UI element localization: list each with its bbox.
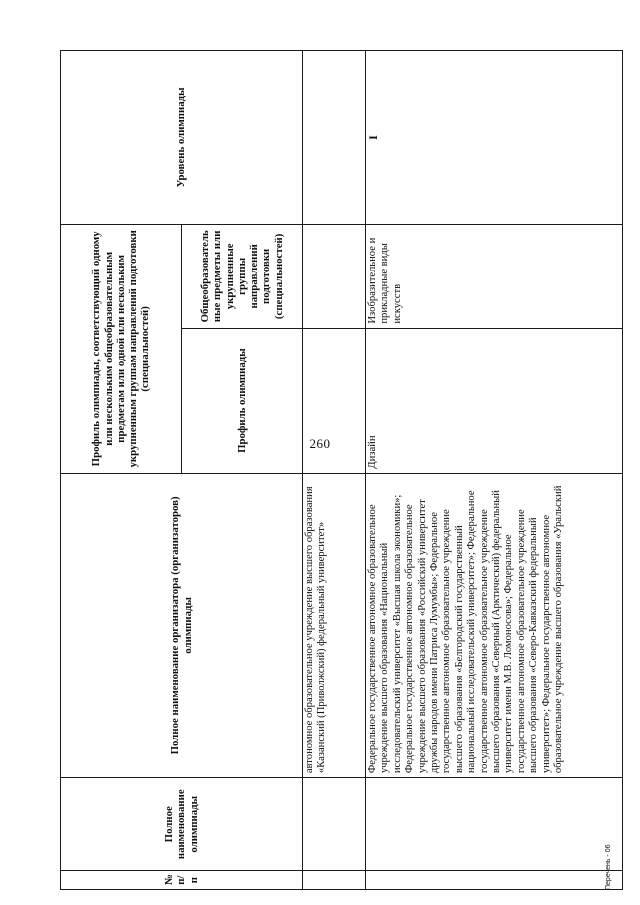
cell-level: I — [366, 51, 623, 225]
cell-profile — [303, 328, 366, 473]
header-profile: Профиль олимпиады — [182, 328, 303, 473]
header-num: № п/п — [61, 871, 303, 890]
cell-subjects — [303, 225, 366, 329]
header-profile-group: Профиль олимпиады, соответствующий одному или нескольким общеобразовательным предметам или одной или нескольким укрупненным группам направлений подготовки (специальностей) — [61, 225, 182, 474]
cell-full-name — [303, 778, 366, 871]
cell-subjects: Изобразительное и прикладные виды искусств — [366, 225, 623, 329]
header-subjects: Общеобразователь ные предметы или укрупненные группы направлений подготовки (специальностей) — [182, 225, 303, 329]
cell-level — [303, 51, 366, 225]
footer-code: Перечень - 06 — [605, 844, 612, 890]
header-full-name: Полное наименование олимпиады — [61, 778, 303, 871]
rotated-sheet — [60, 42, 615, 902]
cell-num — [303, 871, 366, 890]
table-row — [366, 51, 623, 890]
header-organizer: Полное наименование организатора (организаторов) олимпиады — [61, 473, 303, 778]
cell-profile: Дизайн — [366, 328, 623, 473]
header-level: Уровень олимпиады — [61, 51, 303, 225]
cell-num — [366, 871, 623, 890]
cell-organizer: автономное образовательное учреждение высшего образования «Казанский (Приволжский) федеральный университет» — [303, 473, 366, 778]
cell-full-name — [366, 778, 623, 871]
table-row — [303, 51, 366, 890]
olympiad-table — [60, 50, 623, 890]
page-number: 260 — [309, 436, 331, 451]
cell-organizer: Федеральное государственное автономное образовательное учреждение высшего образования «Национальный исследовательский университет «Высшая школа экономики»; Федеральное государственное автономное образовательное учреждение высшего образования «Российский университет дружбы народов имени Патриса Лумумбы»; Федеральное государственное автономное образовательное учреждение высшего образования «Белгородский государственный национальный исследовательский университет»; Федеральное государственное автономное образовательное учреждение высшего образования «Северный (Арктический) федеральный университет имени М.В. Ломоносова»; Федеральное государственное автономное образовательное учреждение высшего образования «Северо-Кавказский федеральный университет»; Федеральное государственное автономное образовательное учреждение высшего образования «Уральский — [366, 473, 623, 778]
